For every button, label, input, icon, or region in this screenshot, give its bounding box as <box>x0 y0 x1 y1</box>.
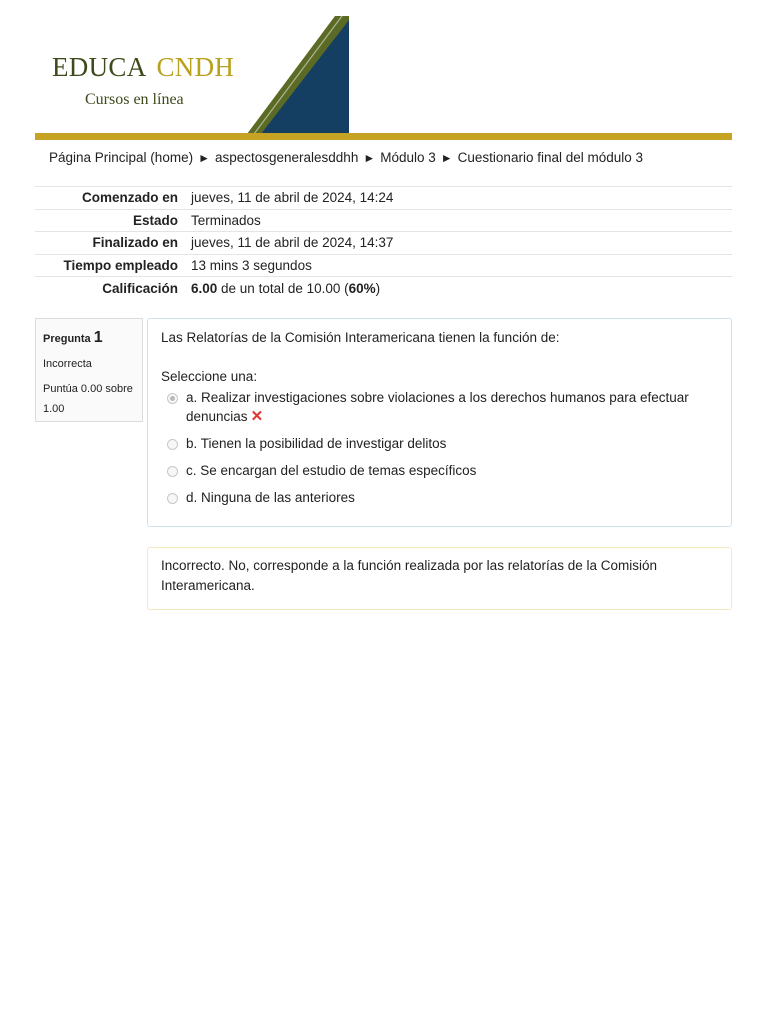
breadcrumb <box>49 150 643 165</box>
answer-label <box>186 388 718 426</box>
breadcrumb-course[interactable]: aspectosgeneralesddhh <box>214 150 359 165</box>
summary-value: jueves, 11 de abril de 2024, 14:24 <box>191 190 394 206</box>
logo-subtitle: Cursos en línea <box>85 91 184 108</box>
breadcrumb-module[interactable]: Módulo 3 <box>380 150 436 165</box>
question-content <box>147 318 732 527</box>
answer-text: c. Se encargan del estudio de temas específicos <box>186 463 477 478</box>
question-number: 1 <box>93 329 103 346</box>
breadcrumb-separator: ► <box>198 151 210 165</box>
site-logo[interactable] <box>52 52 234 83</box>
summary-row-finished <box>35 232 732 255</box>
answer-text: a. Realizar investigaciones sobre violaciones a los derechos humanos para efectuar denuncias <box>186 390 689 424</box>
question-number-line <box>43 324 135 351</box>
summary-row-started <box>35 187 732 210</box>
question-text: Las Relatorías de la Comisión Interamericana tienen la función de: <box>161 330 560 345</box>
summary-row-time <box>35 254 732 277</box>
summary-row-state <box>35 209 732 232</box>
summary-label: Comenzado en <box>81 190 178 206</box>
summary-label: Calificación <box>102 280 178 296</box>
radio-button[interactable] <box>167 466 178 477</box>
incorrect-x-icon: ✕ <box>250 408 264 425</box>
grade-end-text: ) <box>375 280 381 296</box>
answer-prompt: Seleccione una: <box>161 369 258 384</box>
logo-accent-text: CNDH <box>156 52 235 82</box>
answer-option-b <box>161 434 718 453</box>
summary-row-grade <box>35 277 732 300</box>
breadcrumb-separator: ► <box>440 151 453 165</box>
question-info <box>35 318 143 422</box>
answer-option-c <box>161 461 718 480</box>
question-label: Pregunta <box>43 333 91 345</box>
summary-label: Finalizado en <box>92 235 178 251</box>
radio-button[interactable] <box>167 493 178 504</box>
grade-middle-text: de un total de 10.00 ( <box>217 280 349 296</box>
summary-value: jueves, 11 de abril de 2024, 14:37 <box>191 235 394 251</box>
logo-main-text: EDUCA <box>52 52 147 82</box>
answer-text: b. Tienen la posibilidad de investigar delitos <box>186 436 447 451</box>
answer-option-d <box>161 488 718 507</box>
grade-percent: 60% <box>348 280 376 296</box>
summary-value: 13 mins 3 segundos <box>191 257 312 273</box>
feedback-text: Incorrecto. No, corresponde a la función realizada por las relatorías de la Comisión Interamericana. <box>161 558 658 593</box>
answer-options <box>161 388 718 507</box>
site-header <box>35 16 732 140</box>
answer-text: d. Ninguna de las anteriores <box>186 490 355 505</box>
attempt-summary-table <box>35 186 732 299</box>
radio-button[interactable] <box>167 393 178 404</box>
summary-value: Terminados <box>191 212 261 228</box>
logo-triangle-graphic <box>247 16 349 134</box>
question-mark: Puntúa 0.00 sobre 1.00 <box>43 382 133 415</box>
grade-score: 6.00 <box>191 280 218 296</box>
question-state: Incorrecta <box>43 358 92 371</box>
general-feedback <box>147 547 732 610</box>
header-gold-bar <box>35 133 732 140</box>
summary-label: Tiempo empleado <box>63 257 178 273</box>
answer-option-a <box>161 388 718 426</box>
summary-grade-value <box>185 277 732 300</box>
breadcrumb-separator: ► <box>363 151 376 165</box>
summary-label: Estado <box>132 212 178 228</box>
breadcrumb-home[interactable]: Página Principal (home) <box>49 150 194 165</box>
radio-button[interactable] <box>167 439 178 450</box>
breadcrumb-quiz[interactable]: Cuestionario final del módulo 3 <box>457 150 644 165</box>
